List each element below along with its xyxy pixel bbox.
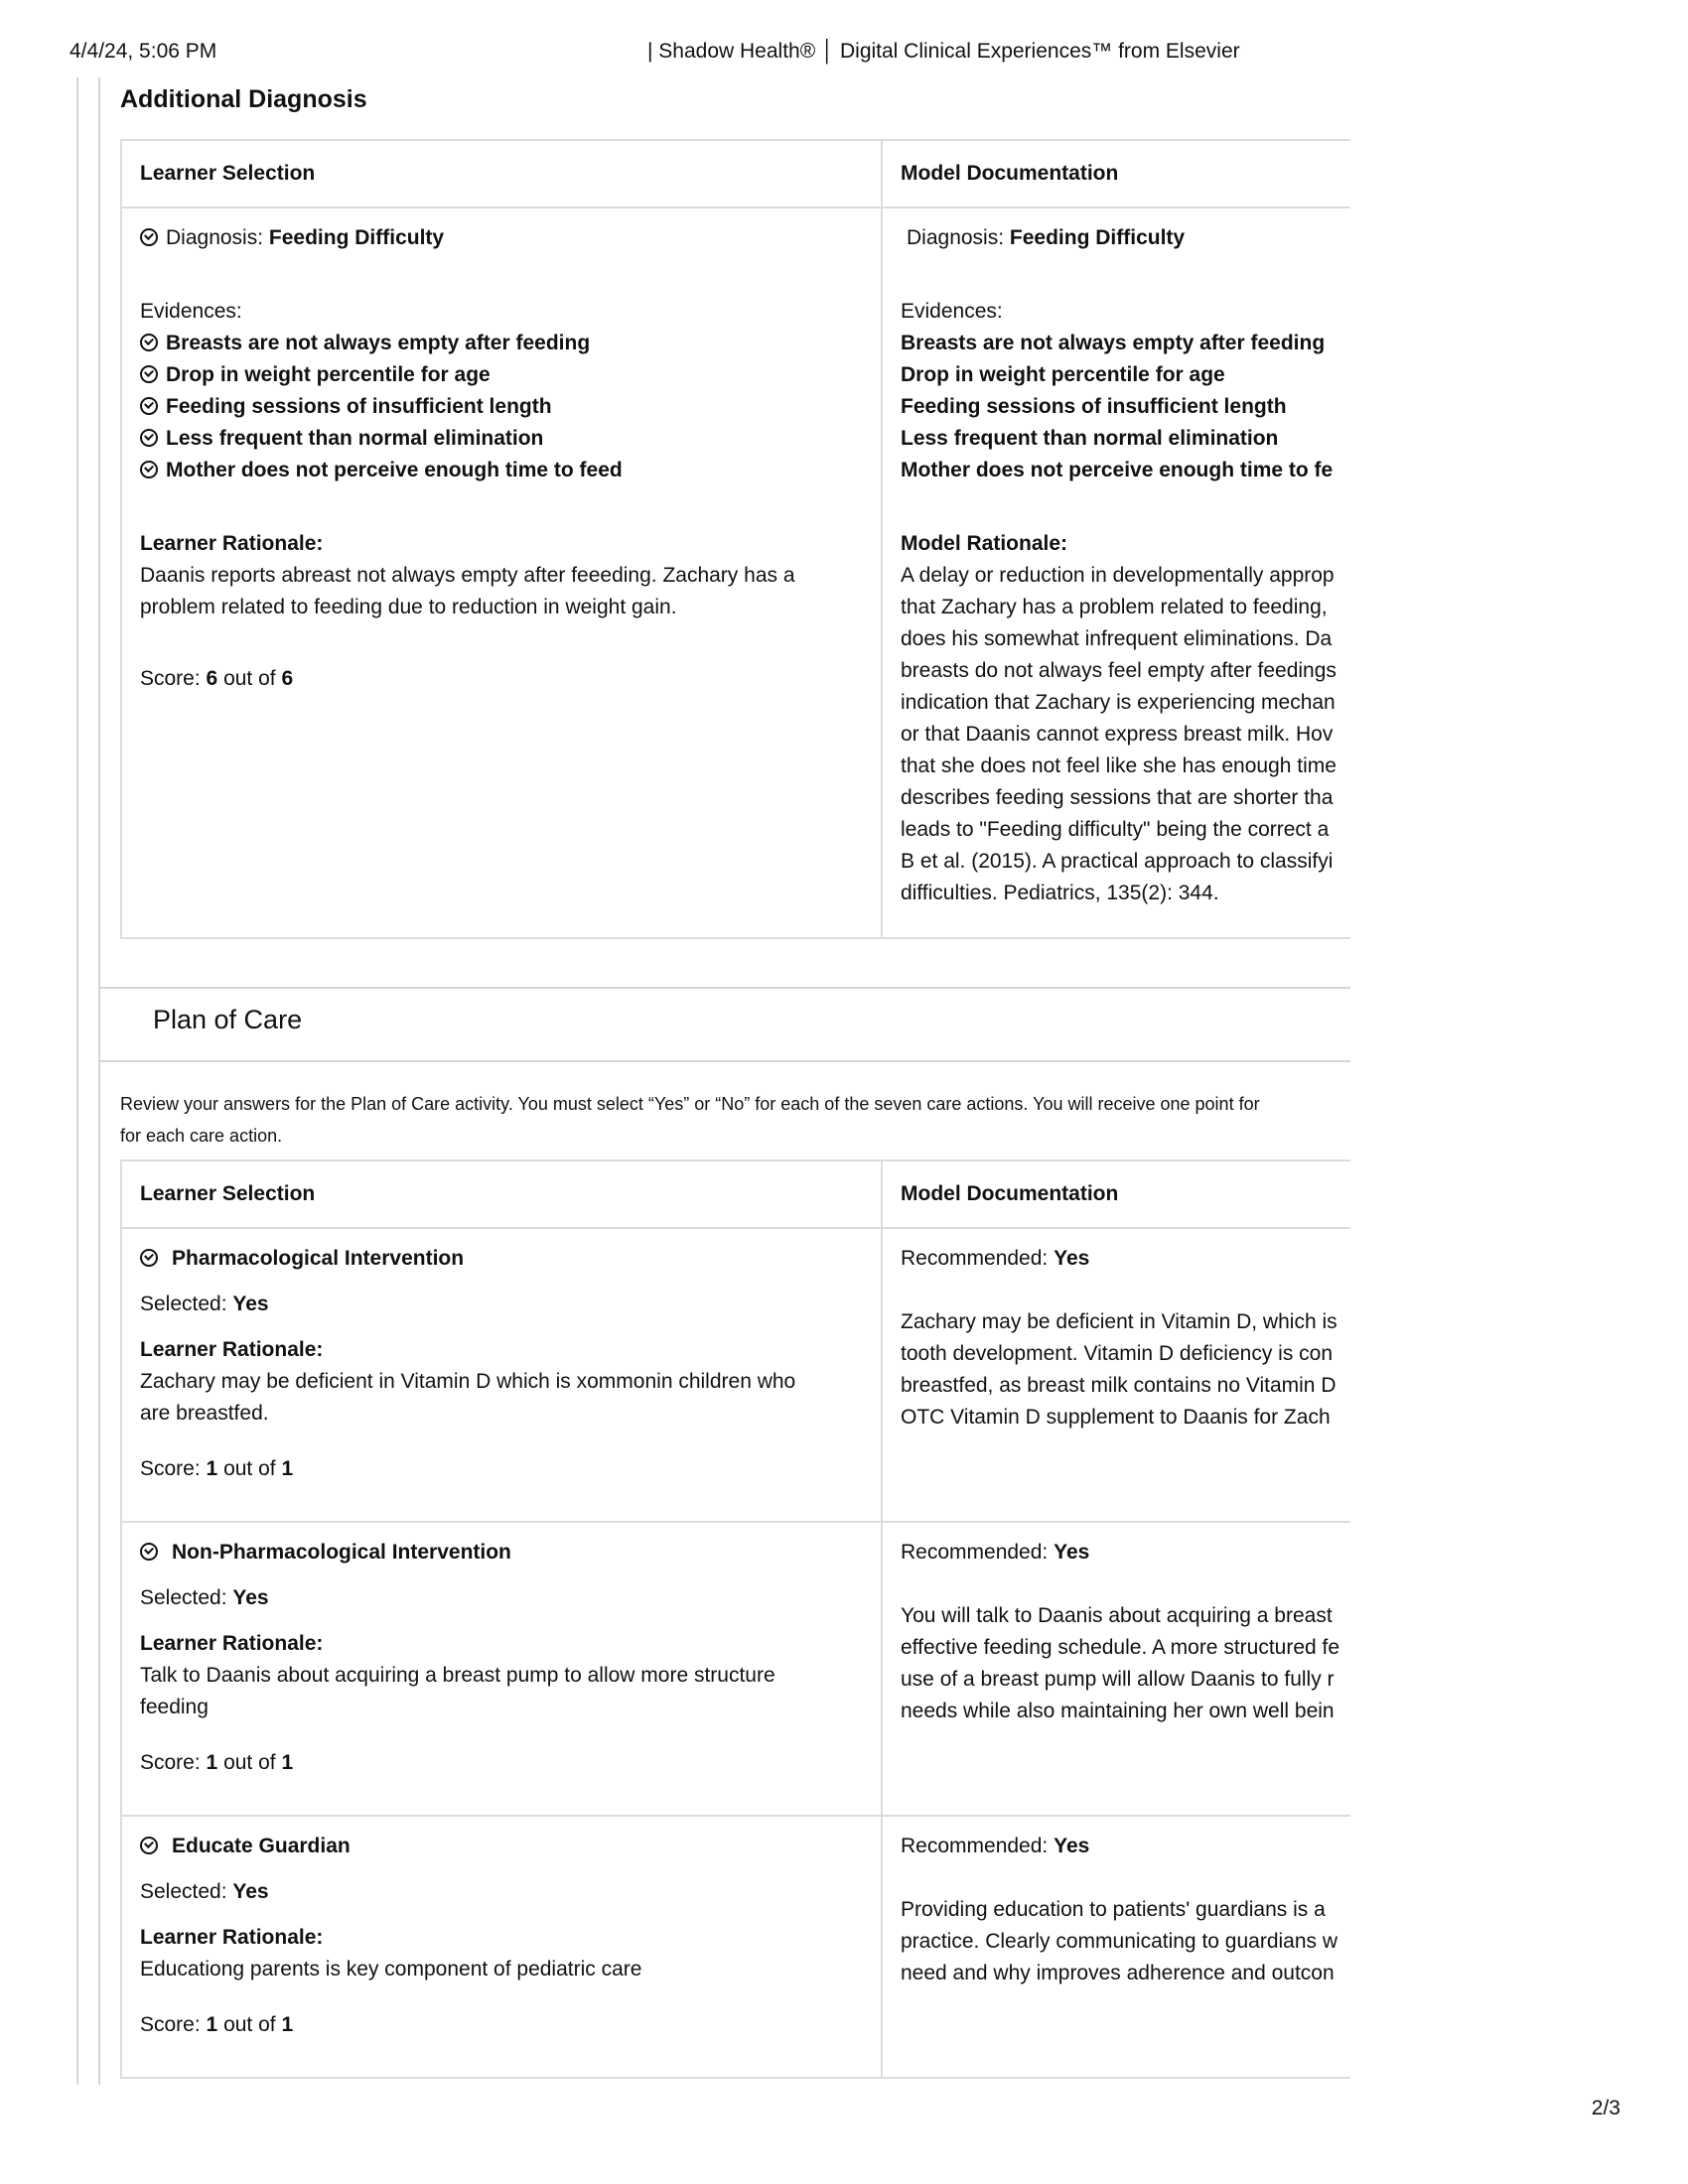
model-rationale-line: OTC Vitamin D supplement to Daanis for Zach — [901, 1406, 1331, 1429]
plan-of-care-title: Plan of Care — [153, 1005, 303, 1034]
page-number: 2/3 — [1591, 2097, 1620, 2119]
model-rationale-line: that Zachary has a problem related to feeding, — [901, 596, 1328, 618]
model-rationale-line: or that Daanis cannot express breast milk. Hov — [901, 723, 1334, 746]
learner-care-cell — [121, 1522, 882, 1816]
learner-rationale-label: Learner Rationale: — [140, 1632, 324, 1655]
learner-care-cell — [121, 1228, 882, 1522]
learner-selection-header: Learner Selection — [121, 140, 882, 207]
evidence-item: Drop in weight percentile for age — [901, 363, 1225, 386]
card-divider — [98, 987, 1350, 989]
model-rationale-line: Providing education to patients' guardians is a — [901, 1898, 1326, 1921]
learner-rationale-line: feeding — [140, 1696, 209, 1718]
care-action-row — [121, 1228, 1350, 1522]
plan-header-divider — [98, 1060, 1350, 1062]
learner-care-cell — [121, 1816, 882, 2078]
check-circle-icon — [140, 228, 158, 246]
learner-rationale-line: Educationg parents is key component of pediatric care — [140, 1958, 642, 1980]
evidence-item: Less frequent than normal elimination — [901, 427, 1279, 450]
evidence-item: Breasts are not always empty after feeding — [901, 332, 1326, 354]
learner-rationale-line: Zachary may be deficient in Vitamin D which is xommonin children who — [140, 1370, 796, 1393]
learner-rationale-label: Learner Rationale: — [140, 532, 324, 555]
model-rationale-line: breastfed, as breast milk contains no Vitamin D — [901, 1374, 1336, 1397]
care-action-row — [121, 1816, 1350, 2078]
model-rationale-label: Model Rationale: — [901, 532, 1068, 555]
check-circle-icon — [140, 1837, 158, 1854]
model-rationale-line: A delay or reduction in developmentally approp — [901, 564, 1335, 587]
card-left-border — [98, 77, 100, 2085]
check-circle-icon — [140, 429, 158, 447]
check-circle-icon — [140, 1543, 158, 1561]
selected-answer: Selected: Yes — [140, 1586, 269, 1609]
recommended-answer: Recommended: Yes — [901, 1835, 1090, 1857]
evidences-label: Evidences: — [140, 300, 242, 323]
print-datetime: 4/4/24, 5:06 PM — [70, 40, 217, 63]
model-rationale-line: difficulties. Pediatrics, 135(2): 344. — [901, 882, 1219, 904]
learner-selection-header: Learner Selection — [121, 1160, 882, 1228]
check-circle-icon — [140, 1249, 158, 1267]
model-rationale-line: tooth development. Vitamin D deficiency is con — [901, 1342, 1334, 1365]
model-rationale-line: leads to "Feeding difficulty" being the correct a — [901, 818, 1330, 841]
learner-rationale-line: Daanis reports abreast not always empty after feeeding. Zachary has a — [140, 564, 795, 587]
evidence-item: Mother does not perceive enough time to feed — [140, 455, 863, 486]
care-action-name: Non-Pharmacological Intervention — [172, 1541, 511, 1564]
model-rationale-line: describes feeding sessions that are shorter tha — [901, 786, 1334, 809]
score: Score: 1 out of 1 — [140, 1457, 294, 1480]
model-rationale-line: Zachary may be deficient in Vitamin D, which is — [901, 1310, 1337, 1333]
evidence-item: Feeding sessions of insufficient length — [901, 395, 1287, 418]
learner-rationale-line: are breastfed. — [140, 1402, 269, 1425]
check-circle-icon — [140, 461, 158, 478]
model-rationale-line: need and why improves adherence and outcon — [901, 1962, 1335, 1984]
care-action-row — [121, 1522, 1350, 1816]
evidence-item: Less frequent than normal elimination — [140, 423, 863, 455]
model-diagnosis-cell — [882, 207, 1350, 938]
diagnosis-value: Feeding Difficulty — [268, 226, 445, 249]
check-circle-icon — [140, 334, 158, 351]
learner-diagnosis-cell — [121, 207, 882, 938]
model-rationale-line: indication that Zachary is experiencing mechan — [901, 691, 1336, 714]
score: Score: 6 out of 6 — [140, 667, 294, 690]
model-rationale-line: needs while also maintaining her own well bein — [901, 1700, 1335, 1722]
model-documentation-header: Model Documentation — [882, 140, 1350, 207]
diagnosis-label: Diagnosis: — [166, 226, 264, 249]
model-rationale-line: You will talk to Daanis about acquiring a breast — [901, 1604, 1333, 1627]
diagnosis-value: Feeding Difficulty — [1009, 226, 1186, 249]
check-circle-icon — [140, 397, 158, 415]
model-rationale-line: effective feeding schedule. A more structured fe — [901, 1636, 1340, 1659]
outer-left-border — [76, 77, 78, 2085]
model-rationale-line: breasts do not always feel empty after feedings — [901, 659, 1336, 682]
care-action-name: Educate Guardian — [172, 1835, 351, 1857]
learner-rationale-label: Learner Rationale: — [140, 1338, 324, 1361]
evidence-item: Drop in weight percentile for age — [140, 359, 863, 391]
recommended-answer: Recommended: Yes — [901, 1541, 1090, 1564]
model-rationale-line: B et al. (2015). A practical approach to classifyi — [901, 850, 1334, 873]
care-action-name: Pharmacological Intervention — [172, 1247, 465, 1270]
plan-of-care-table — [120, 1160, 1350, 2079]
evidence-item: Breasts are not always empty after feeding — [140, 328, 863, 359]
model-care-cell — [882, 1228, 1350, 1522]
model-care-cell — [882, 1816, 1350, 2078]
model-rationale-line: that she does not feel like she has enough time — [901, 754, 1336, 777]
diagnosis-label: Diagnosis: — [907, 226, 1005, 249]
model-rationale-line: does his somewhat infrequent eliminations. Da — [901, 627, 1333, 650]
model-documentation-header: Model Documentation — [882, 1160, 1350, 1228]
selected-answer: Selected: Yes — [140, 1880, 269, 1903]
plan-of-care-instructions: Review your answers for the Plan of Care activity. You must select “Yes” or “No” for each of the seven care actions. You will receive one point for for each care action. — [120, 1094, 1260, 1146]
learner-rationale-line: Talk to Daanis about acquiring a breast pump to allow more structure — [140, 1664, 775, 1687]
score: Score: 1 out of 1 — [140, 2013, 294, 2036]
print-page-title: | Shadow Health® │ Digital Clinical Experiences™ from Elsevier — [647, 40, 1240, 63]
model-rationale-line: practice. Clearly communicating to guardians w — [901, 1930, 1338, 1953]
learner-rationale-line: problem related to feeding due to reduction in weight gain. — [140, 596, 677, 618]
additional-diagnosis-table — [120, 139, 1350, 939]
evidences-label: Evidences: — [901, 300, 1003, 323]
evidence-item: Mother does not perceive enough time to fe — [901, 459, 1334, 481]
learner-rationale-label: Learner Rationale: — [140, 1926, 324, 1949]
recommended-answer: Recommended: Yes — [901, 1247, 1090, 1270]
check-circle-icon — [140, 365, 158, 383]
score: Score: 1 out of 1 — [140, 1751, 294, 1774]
additional-diagnosis-title: Additional Diagnosis — [120, 85, 367, 113]
model-care-cell — [882, 1522, 1350, 1816]
selected-answer: Selected: Yes — [140, 1293, 269, 1315]
evidence-item: Feeding sessions of insufficient length — [140, 391, 863, 423]
model-rationale-line: use of a breast pump will allow Daanis to fully r — [901, 1668, 1335, 1691]
